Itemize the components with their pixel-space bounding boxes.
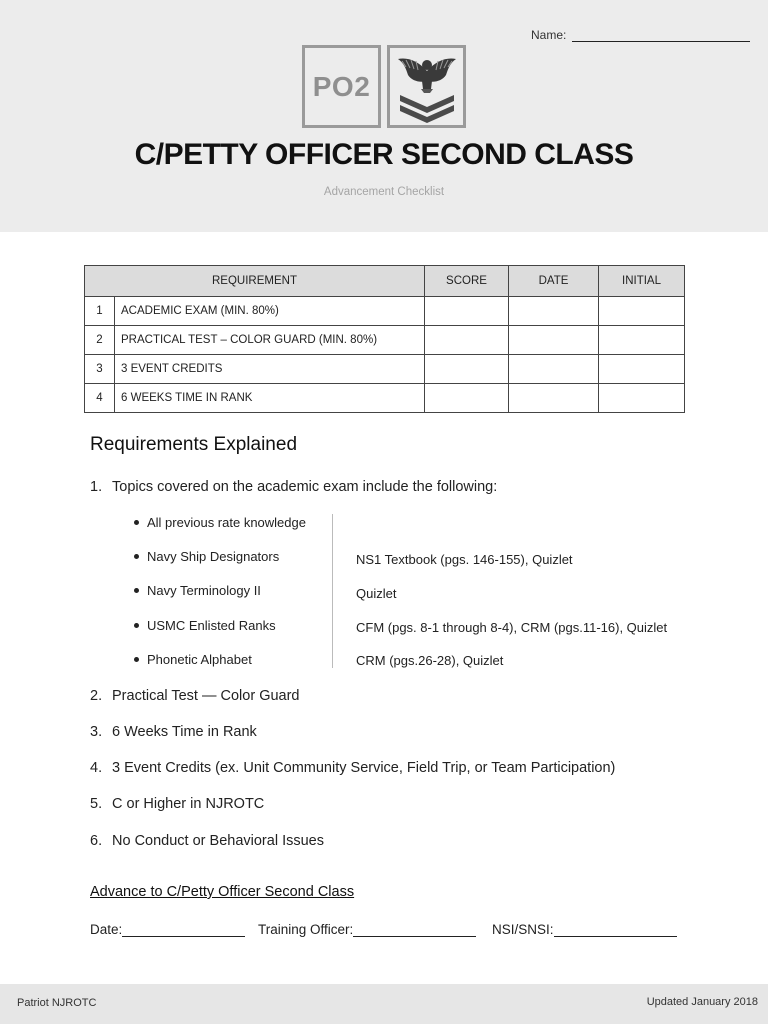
requirements-explained-heading: Requirements Explained [90,434,298,455]
nsi-field[interactable] [492,921,677,937]
nsi-label: NSI/SNSI: [492,922,554,937]
row-number: 3 [85,355,115,384]
row-requirement: PRACTICAL TEST – COLOR GUARD (MIN. 80%) [115,326,425,355]
topic-text: All previous rate knowledge [147,515,306,530]
row-number: 4 [85,384,115,413]
date-blank-line[interactable] [122,921,245,937]
date-label: Date: [90,922,123,937]
resource-text: NS1 Textbook (pgs. 146-155), Quizlet [356,552,573,567]
list-item [90,833,324,849]
header-initial: INITIAL [599,266,685,297]
bullet-icon [134,520,139,525]
name-blank-line[interactable] [572,29,750,42]
training-officer-label: Training Officer: [258,922,354,937]
date-cell[interactable] [509,326,599,355]
initial-cell[interactable] [599,355,685,384]
table-row [85,297,685,326]
table-row [85,355,685,384]
po2-badge-text: PO2 [312,70,371,102]
initial-cell[interactable] [599,326,685,355]
bullet-icon [134,588,139,593]
page-title: C/PETTY OFFICER SECOND CLASS [134,138,634,171]
row-requirement: ACADEMIC EXAM (MIN. 80%) [115,297,425,326]
list-text: C or Higher in NJROTC [112,796,265,812]
score-cell[interactable] [425,384,509,413]
list-text: 3 Event Credits (ex. Unit Community Service, Field Trip, or Team Participation) [112,760,616,776]
table-row [85,326,685,355]
list-item [90,479,497,495]
row-requirement: 3 EVENT CREDITS [115,355,425,384]
list-text: Practical Test — Color Guard [112,688,300,704]
list-number: 2. [90,688,103,704]
header-requirement: REQUIREMENT [85,266,425,297]
eagle-chevron-icon [387,45,466,128]
topic-item [134,583,261,598]
topic-item [134,652,252,667]
topic-item [134,618,276,633]
row-number: 1 [85,297,115,326]
header-date: DATE [509,266,599,297]
list-number: 1. [90,479,103,495]
topic-text: Navy Ship Designators [147,549,280,564]
topic-text: Phonetic Alphabet [147,652,252,667]
list-text: Topics covered on the academic exam include the following: [112,479,498,495]
score-cell[interactable] [425,355,509,384]
resource-text: CRM (pgs.26-28), Quizlet [356,653,504,668]
training-officer-blank-line[interactable] [353,921,476,937]
row-requirement: 6 WEEKS TIME IN RANK [115,384,425,413]
footer-unit-name: Patriot NJROTC [17,997,97,1009]
topic-item [134,515,306,530]
list-number: 6. [90,833,103,849]
name-label: Name: [531,28,567,42]
topic-text: USMC Enlisted Ranks [147,618,276,633]
initial-cell[interactable] [599,384,685,413]
list-number: 5. [90,796,103,812]
topic-item [134,549,279,564]
date-cell[interactable] [509,355,599,384]
list-item [90,688,300,704]
list-text: No Conduct or Behavioral Issues [112,833,324,849]
row-number: 2 [85,326,115,355]
table-row [85,384,685,413]
resource-text: CFM (pgs. 8-1 through 8-4), CRM (pgs.11-16), Quizlet [356,620,668,635]
topics-divider [332,514,333,668]
date-cell[interactable] [509,297,599,326]
footer-updated-date: Updated January 2018 [646,996,758,1008]
list-number: 4. [90,760,103,776]
bullet-icon [134,657,139,662]
list-item [90,724,257,740]
date-signature-field[interactable] [90,921,245,937]
score-cell[interactable] [425,297,509,326]
nsi-blank-line[interactable] [554,921,677,937]
advance-heading: Advance to C/Petty Officer Second Class [90,884,355,900]
training-officer-field[interactable] [258,921,476,937]
resource-text: Quizlet [356,586,397,601]
bullet-icon [134,554,139,559]
requirements-table [84,265,685,413]
table-header-row [85,266,685,297]
list-number: 3. [90,724,103,740]
list-item [90,760,615,776]
topic-text: Navy Terminology II [147,583,261,598]
score-cell[interactable] [425,326,509,355]
name-field[interactable] [531,28,750,42]
list-text: 6 Weeks Time in Rank [112,724,257,740]
initial-cell[interactable] [599,297,685,326]
bullet-icon [134,623,139,628]
list-item [90,796,264,812]
po2-badge [302,45,381,128]
page-subtitle: Advancement Checklist [323,186,445,198]
date-cell[interactable] [509,384,599,413]
header-score: SCORE [425,266,509,297]
